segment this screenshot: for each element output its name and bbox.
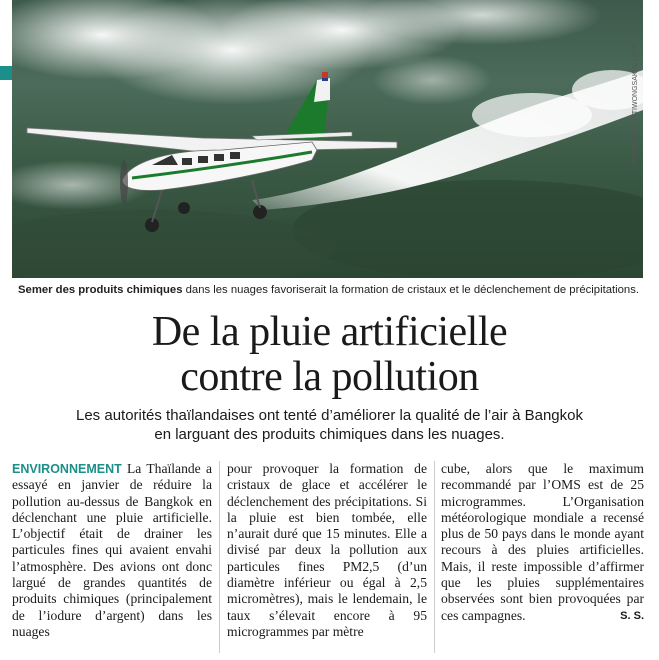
- body-column-2: [227, 461, 427, 640]
- airplane-illustration: [12, 0, 643, 278]
- photo-credit: PORNCHAI KITTIWONGSAKUL / AFP: [632, 43, 639, 164]
- body-text-3: cube, alors que le maximum recommandé par l’OMS est de 25 microgrammes. L’Organisation météorologique mondiale a recensé plus de 50 pays dans le monde ayant recours à des pluies artificielles. Mais, il reste impossible d’affirmer que les pluies supplémentaires observées sont bien provoquées par ces campagnes.: [441, 461, 644, 623]
- section-accent-bar: [0, 66, 12, 80]
- section-kicker: ENVIRONNEMENT: [12, 462, 122, 476]
- photo-caption: [18, 284, 648, 296]
- standfirst-line-2: en larguant des produits chimiques dans les nuages.: [154, 426, 505, 443]
- caption-bold: Semer des produits chimiques: [18, 284, 183, 296]
- body-text-2: pour provoquer la formation de cristaux de glace et accélérer le déclenchement des précipitations. Si la pluie est bien tombée, elle n’aurait duré que 15 minutes. Elle a divisé par deux la pollution aux particules fines PM2,5 (d’un diamètre inférieur ou égal à 2,5 micromètres), mais le lendemain, le taux s’élevait encore à 95 microgrammes par mètre: [227, 461, 427, 639]
- article-photo: [12, 0, 643, 278]
- column-divider: [434, 461, 435, 653]
- standfirst: [0, 406, 659, 444]
- headline: [0, 310, 659, 400]
- author-signature: S. S.: [620, 609, 644, 622]
- body-column-3: [441, 461, 644, 624]
- body-text-1: La Thaïlande a essayé en janvier de réduire la pollution au-dessus de Bangkok en déclenchant une pluie artificielle. L’objectif était de drainer les particules fines qui avaient envahi l’atmosphère. Des avions ont donc largué de grandes quantités de produits chimiques (principalement de l’iodure d’argent) dans les nuages: [12, 461, 212, 639]
- headline-line-1: De la pluie artificielle: [151, 309, 508, 355]
- standfirst-line-1: Les autorités thaïlandaises ont tenté d’améliorer la qualité de l’air à Bangkok: [76, 407, 583, 424]
- headline-line-2: contre la pollution: [180, 354, 479, 400]
- body-column-1: [12, 461, 212, 640]
- column-divider: [219, 461, 220, 653]
- caption-rest: dans les nuages favoriserait la formation de cristaux et le déclenchement de précipitations.: [182, 284, 640, 296]
